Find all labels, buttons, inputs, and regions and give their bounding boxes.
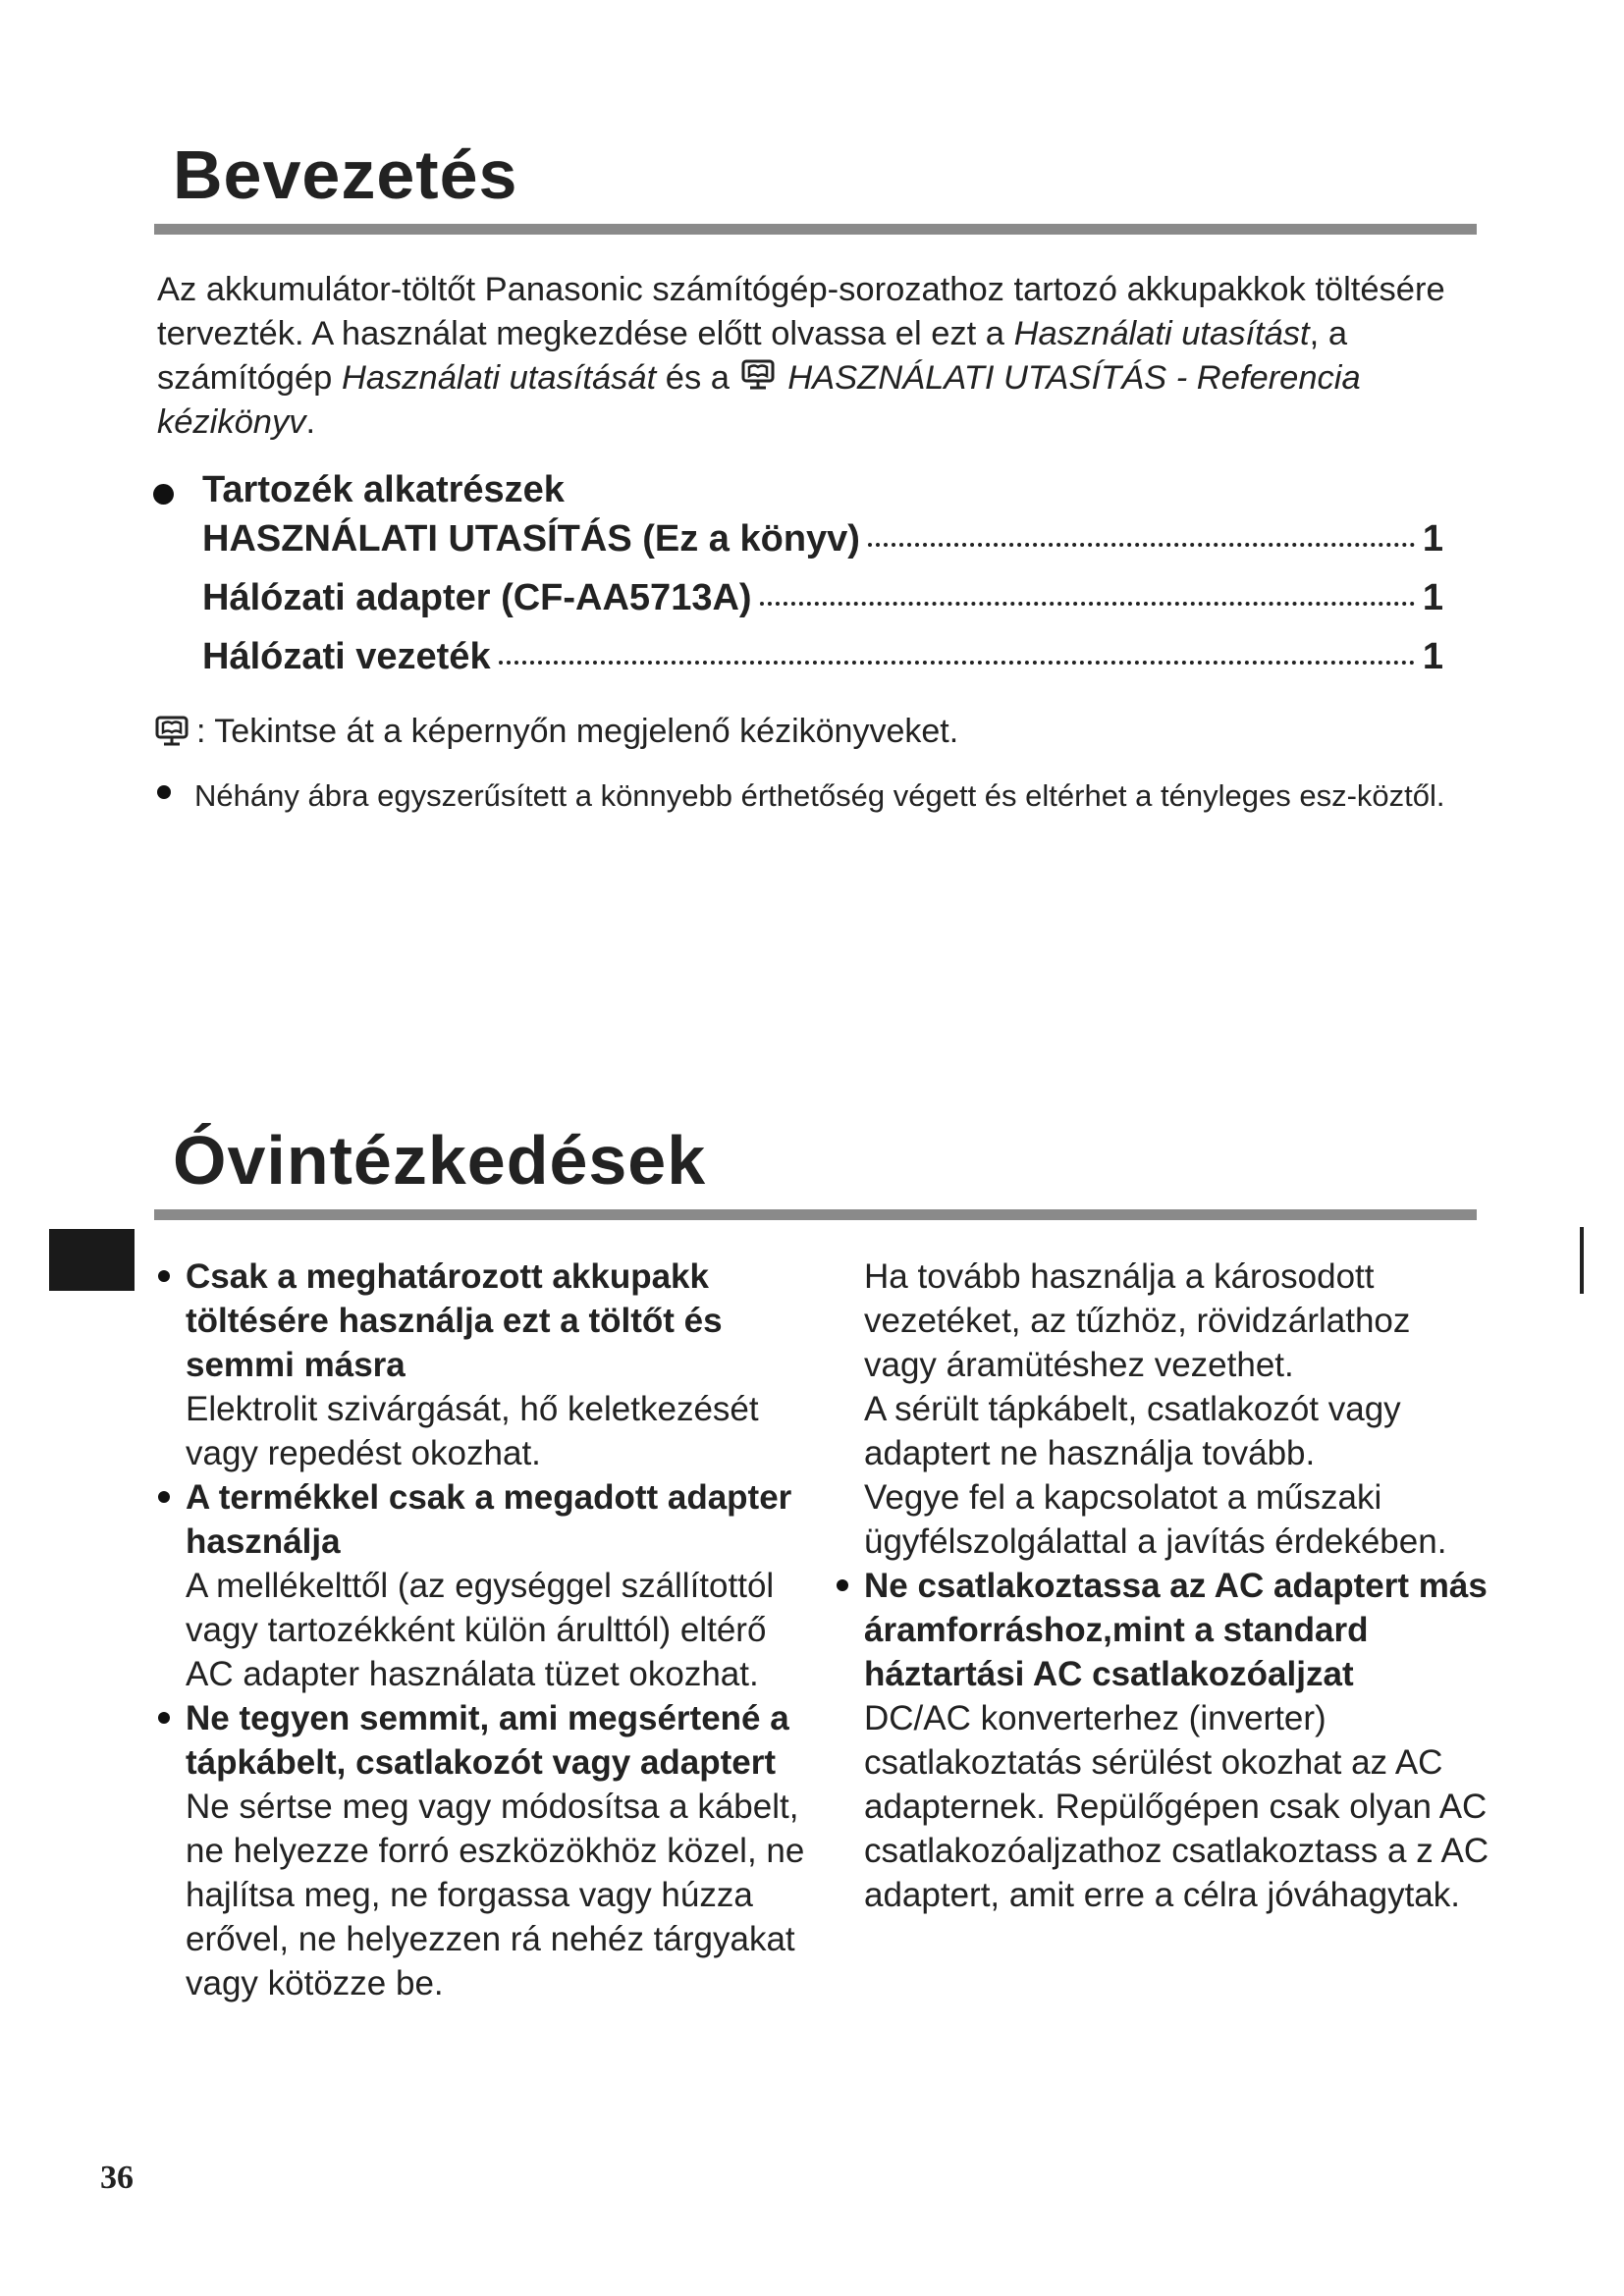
accessory-qty: 1 xyxy=(1422,636,1443,677)
section-tab-marker xyxy=(49,1229,135,1291)
precaution-heading: Csak a meghatározott akkupakk töltésére használja ezt a töltőt és semmi másra xyxy=(186,1255,814,1387)
precaution-text: Ne sértse meg vagy módosítsa a kábelt, ne helyezze forró eszközökhöz közel, ne hajlítsa meg, ne forgassa vagy húzza erővel, ne helyezzen rá nehéz tárgyakat vagy kötözze be. xyxy=(186,1788,805,2002)
accessory-name: Hálózati vezeték xyxy=(202,636,491,677)
precaution-heading: A termékkel csak a megadott adapter használja xyxy=(186,1475,814,1564)
dot-leader xyxy=(868,543,1415,547)
intro-text-1: Az akkumulátor-töltőt Panasonic számítógép-sorozathoz tartozó akkupakkok töltésére tervezték. A használat megkezdése előtt olvassa el ezt a xyxy=(157,271,1445,352)
precautions-right-column xyxy=(864,1255,1492,1917)
precaution-text: Vegye fel a kapcsolatot a műszaki ügyfélszolgálattal a javítás érdekében. xyxy=(864,1478,1447,1561)
precautions-left-column xyxy=(186,1255,814,2005)
intro-paragraph xyxy=(157,268,1478,445)
page-number: 36 xyxy=(100,2160,134,2196)
precaution-heading: Ne tegyen semmit, ami megsértené a tápkábelt, csatlakozót vagy adaptert xyxy=(186,1696,814,1785)
accessory-row xyxy=(202,577,1443,619)
intro-italic-2: Használati utasítását xyxy=(341,359,657,397)
accessory-qty: 1 xyxy=(1422,577,1443,618)
note-bullet xyxy=(157,785,171,799)
accessories-bullet xyxy=(153,484,174,505)
dot-leader xyxy=(760,602,1415,606)
icon-legend-text: : Tekintse át a képernyőn megjelenő kézikönyveket. xyxy=(196,713,959,750)
section-heading-precautions: Óvintézkedések xyxy=(173,1122,707,1199)
precaution-text: Elektrolit szivárgását, hő keletkezését vagy repedést okozhat. xyxy=(186,1390,759,1472)
note-text: Néhány ábra egyszerűsített a könnyebb érthetőség végett és eltérhet a tényleges esz-köztől. xyxy=(194,778,1445,813)
dot-leader xyxy=(499,661,1415,665)
intro-italic-3: HASZNÁLATI UTASÍTÁS - Referencia kézikönyv xyxy=(157,359,1361,441)
accessory-row xyxy=(202,518,1443,561)
accessory-qty: 1 xyxy=(1422,518,1443,560)
precaution-text: A sérült tápkábelt, csatlakozót vagy adaptert ne használja tovább. xyxy=(864,1390,1401,1472)
intro-text-2: , a számítógép xyxy=(157,315,1348,397)
intro-text-3: és a xyxy=(656,359,739,397)
on-screen-manual-icon xyxy=(739,357,779,393)
on-screen-manual-icon xyxy=(153,714,192,749)
margin-mark xyxy=(1580,1227,1584,1294)
intro-italic-1: Használati utasítást xyxy=(1013,315,1310,352)
accessories-title: Tartozék alkatrészek xyxy=(202,469,565,510)
heading-rule xyxy=(154,1209,1477,1220)
accessory-name: HASZNÁLATI UTASÍTÁS (Ez a könyv) xyxy=(202,518,860,560)
intro-text-4: . xyxy=(305,403,316,441)
heading-rule xyxy=(154,224,1477,235)
accessory-row xyxy=(202,636,1443,678)
precaution-text: A mellékelttől (az egységgel szállítottól vagy tartozékként külön árulttól) eltérő AC adapter használata tüzet okozhat. xyxy=(186,1567,775,1693)
precaution-text: DC/AC konverterhez (inverter) csatlakoztatás sérülést okozhat az AC adapternek. Repülőgépen csak olyan AC csatlakozóaljzathoz csatlakoztass a z AC adaptert, amit erre a célra jóváhagytak. xyxy=(864,1699,1489,1914)
precaution-heading: Ne csatlakoztassa az AC adaptert más áramforráshoz,mint a standard háztartási AC csatlakozóaljzat xyxy=(864,1564,1492,1696)
section-heading-intro: Bevezetés xyxy=(173,136,518,213)
precaution-text: Ha tovább használja a károsodott vezetéket, az tűzhöz, rövidzárlathoz vagy áramütéshez vezethet. xyxy=(864,1257,1411,1384)
accessory-name: Hálózati adapter (CF-AA5713A) xyxy=(202,577,752,618)
